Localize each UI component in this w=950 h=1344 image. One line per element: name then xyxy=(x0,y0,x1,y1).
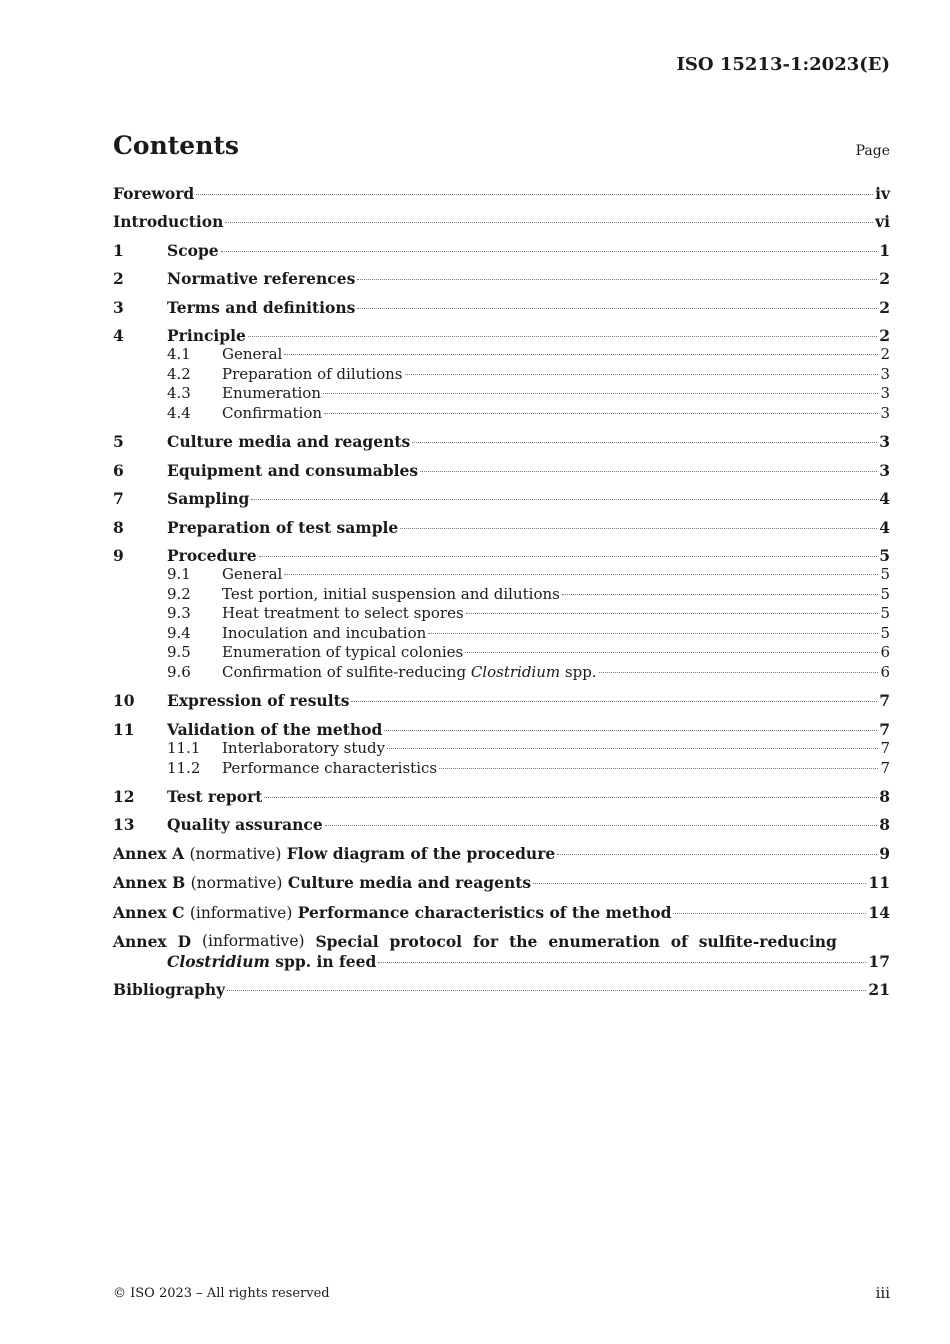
toc-entry-page: 3 xyxy=(879,460,890,480)
annex-d-word: of xyxy=(670,932,688,952)
toc-entry-number: 7 xyxy=(113,489,124,509)
dot-leader xyxy=(221,251,878,252)
toc-entry-number: 4.4 xyxy=(167,403,191,422)
dot-leader xyxy=(225,222,873,223)
toc-entry-title: Confirmation of sulfite-reducing Clostridium spp. xyxy=(222,662,597,681)
toc-entry-number: 10 xyxy=(113,691,135,711)
dot-leader xyxy=(405,374,879,375)
toc-entry-title: Enumeration xyxy=(222,384,322,403)
dot-leader xyxy=(357,279,877,280)
toc-entry-title: Principle xyxy=(167,325,246,345)
toc-entry-title: Annex A (normative) Flow diagram of the procedure xyxy=(113,843,556,863)
annex-d-title-line-2 xyxy=(167,952,890,972)
toc-entry-bibliography[interactable] xyxy=(113,980,890,1000)
dot-leader xyxy=(384,730,877,731)
annex-d-word: D xyxy=(177,932,192,952)
dot-leader xyxy=(196,194,873,195)
annex-d-word: protocol xyxy=(389,932,463,952)
toc-entry-number: 9.3 xyxy=(167,604,191,623)
toc-entry-number: 11.1 xyxy=(167,739,201,758)
toc-entry-title: Culture media and reagents xyxy=(167,432,411,452)
toc-entry[interactable] xyxy=(113,624,890,644)
dot-leader xyxy=(400,528,877,529)
toc-entry[interactable] xyxy=(113,384,890,404)
toc-entry-number: 9.1 xyxy=(167,565,191,584)
annex-d-word: sulfite-reducing xyxy=(698,932,837,952)
toc-entry[interactable] xyxy=(113,787,890,807)
toc-entry-page: 4 xyxy=(879,489,890,509)
toc-entry[interactable] xyxy=(113,663,890,683)
table-of-contents xyxy=(113,184,890,999)
toc-entry[interactable] xyxy=(113,212,890,232)
toc-entry-page: 2 xyxy=(879,269,890,289)
toc-entry-title: Enumeration of typical colonies xyxy=(222,643,464,662)
dot-leader xyxy=(357,308,877,309)
toc-entry[interactable] xyxy=(113,903,890,924)
toc-entry[interactable] xyxy=(113,241,890,261)
toc-entry-number: 3 xyxy=(113,297,124,317)
toc-entry-title: Scope xyxy=(167,240,219,260)
dot-leader xyxy=(562,594,879,595)
toc-entry-title: Quality assurance xyxy=(167,815,323,835)
toc-entry-annex-d[interactable] xyxy=(113,932,890,971)
toc-entry[interactable] xyxy=(113,345,890,365)
toc-entry-page: 7 xyxy=(879,719,890,739)
dot-leader xyxy=(378,962,866,963)
dot-leader xyxy=(439,768,878,769)
annex-d-word: (informative) xyxy=(201,932,305,951)
toc-entry[interactable] xyxy=(113,326,890,346)
toc-entry-number: 2 xyxy=(113,269,124,289)
toc-entry-title: Test portion, initial suspension and dilutions xyxy=(222,584,560,603)
dot-leader xyxy=(325,825,878,826)
toc-entry[interactable] xyxy=(113,518,890,538)
annex-d-word: enumeration xyxy=(548,932,660,952)
toc-entry-page: 8 xyxy=(879,787,890,807)
dot-leader xyxy=(420,471,877,472)
toc-entry-number: 11 xyxy=(113,719,135,739)
toc-entry-page: 7 xyxy=(880,758,890,777)
toc-entry-page: 9 xyxy=(879,843,890,863)
toc-entry-number: 8 xyxy=(113,517,124,537)
toc-entry-number: 12 xyxy=(113,787,135,807)
dot-leader xyxy=(251,499,877,500)
toc-entry-number: 4 xyxy=(113,325,124,345)
dot-leader xyxy=(323,393,878,394)
toc-entry[interactable] xyxy=(113,844,890,865)
toc-entry-page: 3 xyxy=(880,403,890,422)
toc-entry-number: 4.3 xyxy=(167,384,191,403)
dot-leader xyxy=(264,797,877,798)
toc-entry-page: 3 xyxy=(880,384,890,403)
toc-entry[interactable] xyxy=(113,565,890,585)
toc-entry[interactable] xyxy=(113,184,890,204)
toc-entry-title: Inoculation and incubation xyxy=(222,623,427,642)
toc-entry-page: 7 xyxy=(880,739,890,758)
dot-leader xyxy=(248,336,877,337)
toc-entry-page: 8 xyxy=(879,815,890,835)
toc-entry-page: 2 xyxy=(879,297,890,317)
toc-entry-title: Normative references xyxy=(167,269,356,289)
dot-leader xyxy=(227,990,866,991)
toc-entries xyxy=(113,184,890,923)
toc-entry-page: 3 xyxy=(879,432,890,452)
toc-entry-number: 13 xyxy=(113,815,135,835)
page-number: iii xyxy=(875,1284,890,1302)
toc-entry-title: Equipment and consumables xyxy=(167,460,419,480)
dot-leader xyxy=(324,413,878,414)
dot-leader xyxy=(412,442,877,443)
toc-entry[interactable] xyxy=(113,643,890,663)
annex-d-word: Special xyxy=(315,932,379,952)
dot-leader xyxy=(599,672,879,673)
toc-entry-number: 4.1 xyxy=(167,345,191,364)
dot-leader xyxy=(466,613,879,614)
toc-entry-number: 11.2 xyxy=(167,758,201,777)
toc-entry-title: Confirmation xyxy=(222,403,323,422)
toc-entry-number: 9 xyxy=(113,545,124,565)
toc-entry-title: Terms and definitions xyxy=(167,297,356,317)
toc-entry[interactable] xyxy=(113,691,890,711)
toc-entry-page: 2 xyxy=(880,345,890,364)
toc-entry-page: 2 xyxy=(879,325,890,345)
toc-entry[interactable] xyxy=(113,604,890,624)
toc-entry-page: 1 xyxy=(879,240,890,260)
toc-entry-page: 7 xyxy=(879,691,890,711)
document-id: ISO 15213-1:2023(E) xyxy=(676,54,890,75)
toc-entry-page: iv xyxy=(875,184,890,203)
dot-leader xyxy=(284,574,878,575)
toc-entry-title: Expression of results xyxy=(167,691,350,711)
dot-leader xyxy=(557,854,877,855)
dot-leader xyxy=(387,748,878,749)
toc-entry[interactable] xyxy=(113,585,890,605)
toc-entry[interactable] xyxy=(113,739,890,759)
dot-leader xyxy=(533,883,866,884)
toc-entry-page: 5 xyxy=(879,545,890,565)
dot-leader xyxy=(428,633,878,634)
toc-entry-page: 3 xyxy=(880,364,890,383)
toc-entry-page: 5 xyxy=(880,565,890,584)
copyright-notice: © ISO 2023 – All rights reserved xyxy=(113,1286,330,1301)
toc-entry-title: Preparation of test sample xyxy=(167,517,399,537)
toc-entry-title: Foreword xyxy=(113,184,195,203)
toc-entry[interactable] xyxy=(113,815,890,835)
dot-leader xyxy=(284,354,878,355)
toc-entry-page: 17 xyxy=(868,951,890,971)
toc-entry-title: Interlaboratory study xyxy=(222,739,386,758)
toc-entry-number: 9.4 xyxy=(167,623,191,642)
toc-entry[interactable] xyxy=(113,461,890,481)
toc-entry-title: Heat treatment to select spores xyxy=(222,604,464,623)
toc-entry-page: 6 xyxy=(880,662,890,681)
toc-entry-title: Sampling xyxy=(167,489,250,509)
toc-entry-page: vi xyxy=(875,212,890,232)
toc-entry-title: Clostridium spp. in feed xyxy=(167,951,377,971)
toc-entry[interactable] xyxy=(113,546,890,566)
dot-leader xyxy=(673,913,866,914)
toc-entry-title: Procedure xyxy=(167,545,257,565)
toc-entry[interactable] xyxy=(113,269,890,289)
toc-entry[interactable] xyxy=(113,759,890,779)
toc-entry-page: 11 xyxy=(868,873,890,893)
toc-entry[interactable] xyxy=(113,720,890,740)
toc-entry-title: Validation of the method xyxy=(167,719,383,739)
annex-d-title-line xyxy=(113,932,837,952)
toc-entry-page: 5 xyxy=(880,584,890,603)
toc-entry-page: 21 xyxy=(868,979,890,999)
toc-entry-page: 5 xyxy=(880,623,890,642)
toc-entry-page: 14 xyxy=(868,902,890,922)
toc-entry-title: Introduction xyxy=(113,212,224,232)
toc-entry-title: Bibliography xyxy=(113,979,226,999)
annex-d-word: the xyxy=(509,932,538,952)
dot-leader xyxy=(465,652,878,653)
toc-entry-number: 5 xyxy=(113,432,124,452)
toc-entry-number: 1 xyxy=(113,240,124,260)
toc-entry-page: 6 xyxy=(880,643,890,662)
toc-entry[interactable] xyxy=(113,365,890,385)
toc-entry[interactable] xyxy=(113,404,890,424)
contents-title: Contents xyxy=(113,131,240,160)
toc-entry[interactable] xyxy=(113,298,890,318)
page-column-label: Page xyxy=(855,143,890,159)
toc-entry-number: 6 xyxy=(113,460,124,480)
toc-entry-title: Test report xyxy=(167,787,263,807)
toc-entry[interactable] xyxy=(113,432,890,452)
toc-entry[interactable] xyxy=(113,873,890,894)
annex-d-word: Annex xyxy=(113,932,167,952)
toc-entry-title: Annex C (informative) Performance characteristics of the method xyxy=(113,902,672,922)
toc-entry-title: Annex B (normative) Culture media and reagents xyxy=(113,873,532,893)
toc-entry-number: 9.5 xyxy=(167,643,191,662)
toc-entry-title: Performance characteristics xyxy=(222,758,438,777)
dot-leader xyxy=(259,556,878,557)
annex-d-word: for xyxy=(472,932,499,952)
dot-leader xyxy=(351,701,877,702)
toc-entry-page: 5 xyxy=(880,604,890,623)
toc-entry-title: General xyxy=(222,565,283,584)
toc-entry-number: 4.2 xyxy=(167,364,191,383)
toc-entry-title: General xyxy=(222,345,283,364)
toc-entry[interactable] xyxy=(113,489,890,509)
toc-entry-title: Preparation of dilutions xyxy=(222,364,403,383)
toc-entry-number: 9.2 xyxy=(167,584,191,603)
toc-entry-number: 9.6 xyxy=(167,662,191,681)
toc-entry-page: 4 xyxy=(879,517,890,537)
